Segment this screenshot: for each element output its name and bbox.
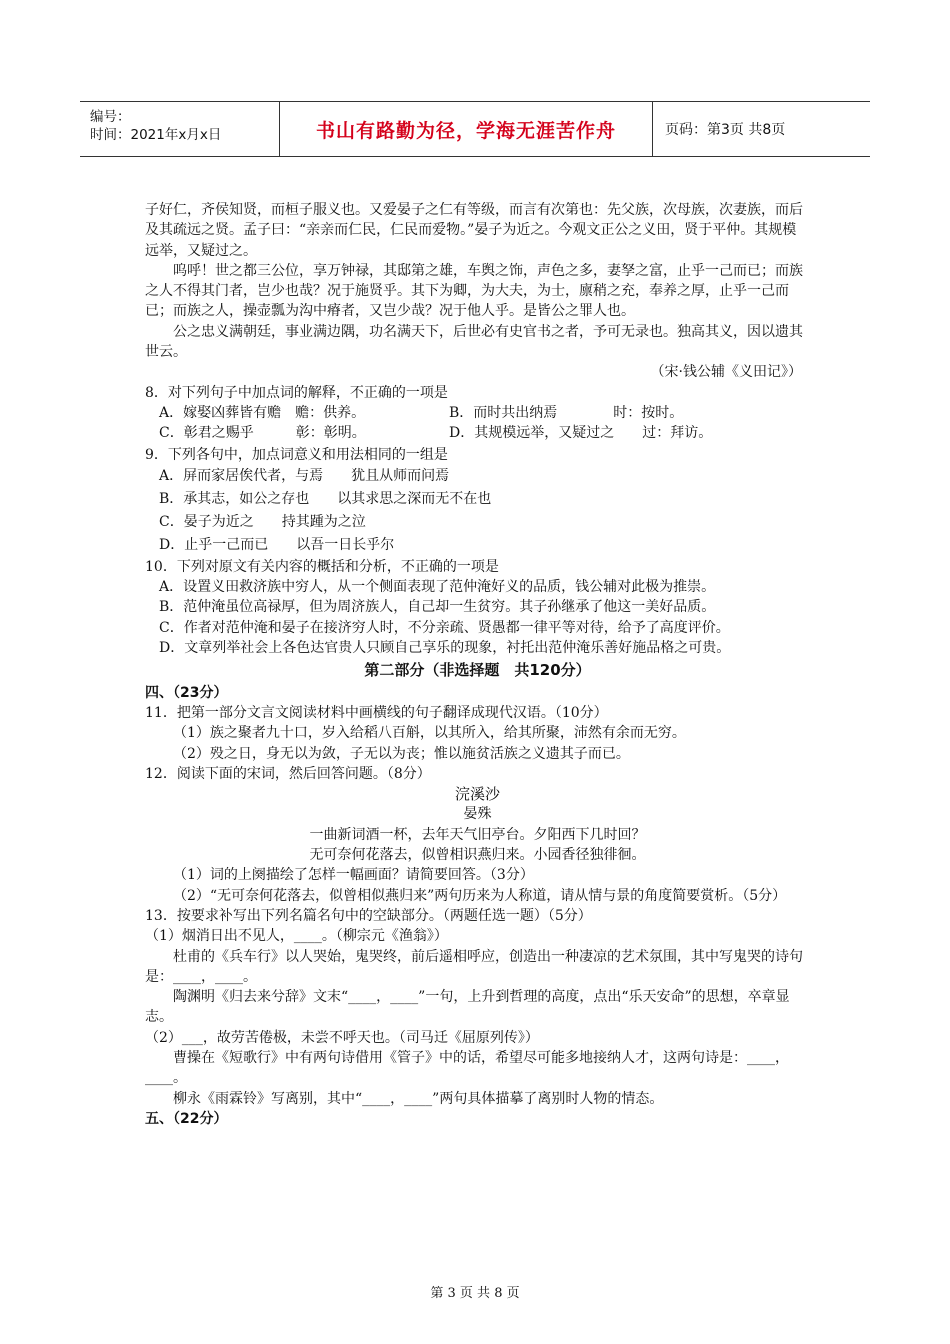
- poem-title: 浣溪沙: [454, 785, 500, 804]
- question-8-options-row: [145, 423, 810, 443]
- time-label: 时间：2021年x月x日: [90, 127, 222, 143]
- question-13-item: 曹操在《短歌行》中有两句诗借用《管子》中的话，希望尽可能多地接纳人才，这两句诗是：____，____。: [145, 1049, 789, 1087]
- header-meta: [80, 102, 280, 156]
- question-13-item: （2）___，故劳苦倦极，未尝不呼天也。（司马迁《屈原列传》）: [145, 1029, 539, 1046]
- number-label: 编号：: [90, 109, 131, 125]
- page-footer: 第 3 页 共 8 页: [430, 1286, 520, 1301]
- poem-author: 晏殊: [463, 806, 492, 823]
- option-b: B．范仲淹虽位高禄厚，但为周济族人，自己却一生贫穷。其子孙继承了他这一美好品质。: [159, 599, 716, 616]
- passage-source: （宋·钱公辅《义田记》）: [650, 364, 802, 381]
- part-2-title: 第二部分（非选择题 共120分）: [364, 661, 591, 680]
- question-11-stem: 11．把第一部分文言文阅读材料中画横线的句子翻译成现代汉语。（10分）: [145, 704, 608, 721]
- question-8-stem: 8．对下列句子中加点词的解释，不正确的一项是: [145, 384, 448, 401]
- poem-line: 一曲新词酒一杯，去年天气旧亭台。夕阳西下几时回？: [309, 826, 646, 843]
- question-12-item: （1）词的上阕描绘了怎样一幅画面？请简要回答。（3分）: [173, 867, 534, 884]
- question-13-item: 柳永《雨霖铃》写离别，其中“____，____”两句具体描摹了离别时人物的情态。: [173, 1090, 664, 1107]
- option-a: A．屏而家居俟代者，与焉 犹且从师而问焉: [159, 467, 450, 484]
- question-13-item: （1）烟消日出不见人，____。（柳宗元《渔翁》）: [145, 928, 448, 945]
- passage-paragraph: 公之忠义满朝廷，事业满边隅，功名满天下，后世必有史官书之者，予可无录也。独高其义，因以遗其世云。: [145, 323, 803, 361]
- page-label: 页码：第3页 共8页: [665, 122, 786, 138]
- option-b: B．承其志，如公之存也 以其求思之深而无不在也: [159, 490, 492, 507]
- option-d: D．文章列举社会上各色达官贵人只顾自己享乐的现象，衬托出范仲淹乐善好施品格之可贵。: [159, 640, 731, 657]
- question-12-stem: 12．阅读下面的宋词，然后回答问题。（8分）: [145, 765, 431, 782]
- option-c: C．彰君之赐乎 彰：彰明。: [159, 425, 366, 442]
- header-motto: 书山有路勤为径，学海无涯苦作舟: [280, 102, 653, 156]
- poem-line: 无可奈何花落去，似曾相识燕归来。小园香径独徘徊。: [309, 847, 646, 864]
- question-11-item: （1）族之聚者九十口，岁入给稻八百斛，以其所入，给其所聚，沛然有余而无穷。: [173, 725, 686, 742]
- question-9-stem: 9．下列各句中，加点词意义和用法相同的一组是: [145, 446, 448, 463]
- question-12-item: （2）“无可奈何花落去，似曾相似燕归来”两句历来为人称道，请从情与景的角度简要赏析。（5分）: [173, 887, 787, 904]
- question-13-stem: 13．按要求补写出下列名篇名句中的空缺部分。（两题任选一题）（5分）: [145, 907, 592, 924]
- question-10-stem: 10．下列对原文有关内容的概括和分析，不正确的一项是: [145, 558, 499, 575]
- question-8-options-row: [145, 403, 810, 423]
- option-d: D．止乎一己而已 以吾一日长乎尔: [159, 536, 395, 553]
- section-5-heading: 五、（22分）: [145, 1110, 228, 1127]
- question-13-item: 杜甫的《兵车行》以人哭始，鬼哭终，前后遥相呼应，创造出一种凄凉的艺术氛围，其中写鬼哭的诗句是：____，____。: [145, 948, 803, 985]
- question-11-item: （2）殁之日，身无以为敛，子无以为丧；惟以施贫活族之义遗其子而已。: [173, 745, 630, 762]
- option-a: A．设置义田救济族中穷人，从一个侧面表现了范仲淹好义的品质，钱公辅对此极为推崇。: [159, 579, 716, 596]
- question-13-item: 陶渊明《归去来兮辞》文末“____，____”一句，上升到哲理的高度，点出“乐天安命”的思想，卒章显志。: [145, 989, 790, 1026]
- section-4-heading: 四、（23分）: [145, 684, 228, 701]
- option-c: C．作者对范仲淹和晏子在接济穷人时，不分亲疏、贤愚都一律平等对待，给予了高度评价。: [159, 619, 730, 636]
- document-body: [145, 200, 810, 1129]
- passage-paragraph: 呜呼！世之都三公位，享万钟禄，其邸第之雄，车舆之饰，声色之多，妻孥之富，止乎一己而已；而族之人不得其门者，岂少也哉？况于施贤乎。其下为卿，为大夫，为士，廪稍之充，奉养之厚，止乎一己而已；而族之人，操壶瓢为沟中瘠者，又岂少哉？况于他人乎。是皆公之罪人也。: [145, 262, 803, 320]
- option-d: D．其规模远举，又疑过之 过：拜访。: [449, 425, 713, 442]
- option-b: B．而时共出纳焉 时：按时。: [449, 404, 684, 421]
- page-header: [80, 101, 870, 157]
- passage-paragraph: 子好仁，齐侯知贤，而桓子服义也。又爱晏子之仁有等级，而言有次第也：先父族，次母族，次妻族，而后及其疏远之贤。孟子曰：“亲亲而仁民，仁民而爱物。”晏子为近之。今观文正公之义田，贤于平仲。其规模远举，又疑过之。: [145, 202, 803, 259]
- option-a: A．嫁娶凶葬皆有赡 赡：供养。: [159, 404, 366, 421]
- option-c: C．晏子为近之 持其踵为之泣: [159, 513, 366, 530]
